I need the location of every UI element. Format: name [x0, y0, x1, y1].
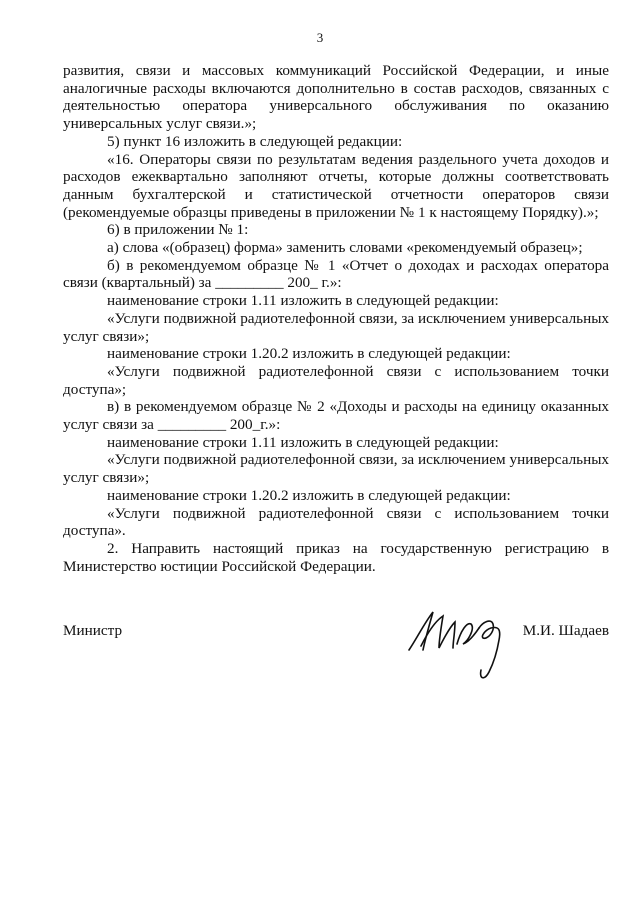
- paragraph: наименование строки 1.20.2 изложить в следующей редакции:: [107, 345, 511, 363]
- handwritten-signature: [403, 600, 513, 688]
- paragraph: наименование строки 1.11 изложить в следующей редакции:: [107, 292, 499, 310]
- page-number: 3: [316, 30, 324, 45]
- paragraph: в) в рекомендуемом образце № 2 «Доходы и расходы на единицу оказанных услуг связи за _________ 200_г.»:: [63, 398, 609, 434]
- document-body: [63, 62, 609, 575]
- paragraph: «Услуги подвижной радиотелефонной связи, за исключением универсальных услуг связи»;: [63, 451, 609, 487]
- paragraph: «16. Операторы связи по результатам ведения раздельного учета доходов и расходов ежеквартально заполняют отчеты, которые должны соответствовать данным бухгалтерской и статистической отчетности операторов связи (рекомендуемые образцы приведены в приложении № 1 к настоящему Порядку).»;: [63, 150, 609, 221]
- paragraph: наименование строки 1.20.2 изложить в следующей редакции:: [107, 486, 511, 504]
- paragraph: «Услуги подвижной радиотелефонной связи с использованием точки доступа»;: [63, 362, 609, 398]
- signature-block: [63, 600, 609, 690]
- paragraph: наименование строки 1.11 изложить в следующей редакции:: [107, 433, 499, 451]
- paragraph: развития, связи и массовых коммуникаций Российской Федерации, и иные аналогичные расходы включаются дополнительно в состав расходов, связанных с деятельностью оператора универсального обслуживания по оказанию универсальных услуг связи.»;: [63, 62, 609, 133]
- paragraph: «Услуги подвижной радиотелефонной связи с использованием точки доступа».: [63, 504, 609, 540]
- paragraph: 6) в приложении № 1:: [107, 221, 249, 239]
- paragraph: 5) пункт 16 изложить в следующей редакции:: [107, 132, 403, 150]
- paragraph: 2. Направить настоящий приказ на государственную регистрацию в Министерство юстиции Российской Федерации.: [63, 539, 609, 575]
- paragraph: б) в рекомендуемом образце № 1 «Отчет о доходах и расходах оператора связи (квартальный) за _________ 200_ г.»:: [63, 256, 609, 292]
- paragraph: «Услуги подвижной радиотелефонной связи, за исключением универсальных услуг связи»;: [63, 309, 609, 345]
- signer-name: М.И. Шадаев: [522, 622, 609, 639]
- signer-position: Министр: [63, 622, 123, 639]
- paragraph: а) слова «(образец) форма» заменить словами «рекомендуемый образец»;: [107, 239, 583, 257]
